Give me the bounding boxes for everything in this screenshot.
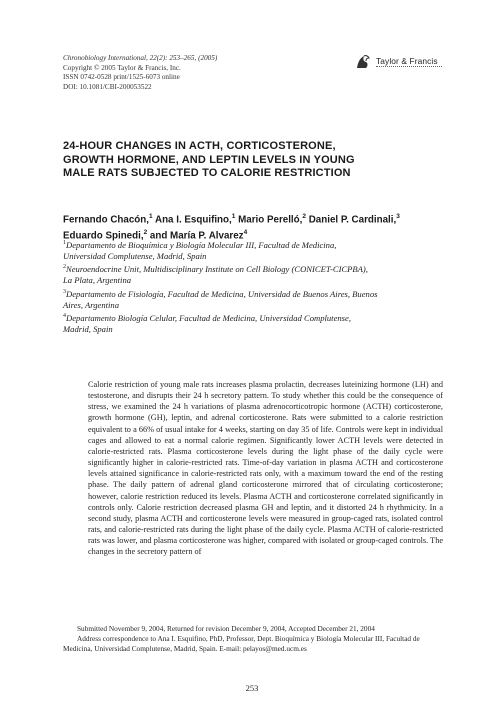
affiliation-line: La Plata, Argentina bbox=[63, 275, 132, 286]
page-number: 253 bbox=[245, 683, 259, 693]
author-name: Ana I. Esquifino, bbox=[155, 214, 232, 226]
issn-line: ISSN 0742-0528 print/1525-6073 online bbox=[63, 73, 180, 82]
affiliation-line: Universidad Complutense, Madrid, Spain bbox=[63, 251, 207, 262]
affiliation-list bbox=[63, 238, 448, 335]
author-name: Fernando Chacón, bbox=[63, 214, 150, 226]
author-affil-sup: 1 bbox=[149, 213, 153, 220]
correspondence-note: Address correspondence to Ana I. Esquifino, PhD, Professor, Dept. Bioquímica y Biología Molecular III, Facultad de Medicina, Universidad Complutense, Madrid, Spain. E-mail: pelayos@med.ucm.es bbox=[63, 633, 420, 653]
abstract-text: Calorie restriction of young male rats increases plasma prolactin, decreases luteinizing hormone (LH) and testosterone, and disrupts their 24 h secretory pattern. To study whether this could be the consequence of stress, we examined the 24 h variations of plasma adrenocorticotropic hormone (ACTH) corticosterone, growth hormone (GH), leptin, and adrenal corticosterone. Rats were submitted to a calorie restriction equivalent to a 66% of usual intake for 4 weeks, starting on day 35 of life. Controls were kept in individual cages and allowed to eat a normal calorie regimen. Significantly lower ACTH levels were detected in calorie-restricted rats. Plasma corticosterone levels during the light phase of the daily cycle were significantly higher in calorie-restricted rats. Time-of-day variation in plasma ACTH and corticosterone levels attained significance in calorie-restricted rats only, with a maximum toward the end of the resting phase. The daily pattern of adrenal gland corticosterone mirrored that of circulating corticosterone; however, calorie restriction reduced its levels. Plasma ACTH and corticosterone correlated significantly in controls only. Calorie restriction decreased plasma GH and leptin, and it distorted 24 h rhythmicity. In a second study, plasma ACTH and corticosterone levels were measured in group-caged rats, isolated control rats, and calorie-restricted rats during the light phase of the daily cycle. Plasma ACTH of calorie-restricted rats was lower, and plasma corticosterone was higher, compared with isolated or group-caged controls. The changes in the secretory pattern of bbox=[88, 380, 443, 557]
footnotes bbox=[63, 624, 448, 654]
affiliation-line: Departamento de Bioquímica y Biología Molecular III, Facultad de Medicina, bbox=[66, 239, 337, 250]
author-name: Daniel P. Cardinali, bbox=[308, 214, 397, 226]
author-affil-sup: 2 bbox=[143, 229, 148, 237]
author-name: and María P. Alvarez bbox=[149, 230, 244, 242]
affiliation-sup: 3 bbox=[63, 288, 66, 295]
affiliation-sup: 2 bbox=[63, 264, 66, 271]
affiliation-item bbox=[63, 262, 448, 286]
author-name: Mario Perelló, bbox=[238, 214, 303, 226]
doi-line: DOI: 10.1081/CBI-200053522 bbox=[63, 82, 152, 91]
affiliation-item bbox=[63, 311, 448, 335]
title-line: 24-HOUR CHANGES IN ACTH, CORTICOSTERONE, bbox=[63, 140, 336, 152]
affiliation-sup: 4 bbox=[63, 312, 66, 319]
affiliation-line: Departamento Biología Celular, Facultad de Medicina, Universidad Complutense, bbox=[66, 312, 351, 323]
article-title bbox=[63, 140, 443, 181]
author-affil-sup: 2 bbox=[302, 213, 306, 220]
publisher-logo bbox=[354, 53, 450, 75]
copyright-line: Copyright © 2005 Taylor & Francis, Inc. bbox=[63, 63, 181, 72]
author-affil-sup: 4 bbox=[243, 229, 248, 237]
affiliation-sup: 1 bbox=[63, 240, 66, 246]
publisher-emblem-icon bbox=[354, 53, 372, 71]
affiliation-line: Aires, Argentina bbox=[63, 299, 120, 310]
affiliation-line: Departamento de Fisiología, Facultad de Medicina, Universidad de Buenos Aires, Buenos bbox=[66, 288, 378, 299]
journal-citation: Chronobiology International, 22(2): 253–265, (2005) bbox=[63, 54, 218, 62]
author-affil-sup: 1 bbox=[231, 213, 236, 220]
title-line: GROWTH HORMONE, AND LEPTIN LEVELS IN YOUNG bbox=[63, 153, 355, 166]
affiliation-line: Madrid, Spain bbox=[63, 323, 113, 334]
journal-header bbox=[63, 54, 323, 92]
affiliation-item bbox=[63, 287, 448, 311]
publisher-name: Taylor & Francis bbox=[376, 56, 438, 66]
publisher-divider bbox=[376, 66, 442, 70]
submission-dates: Submitted November 9, 2004, Returned for revision December 9, 2004, Accepted December 21, 2004 bbox=[77, 624, 375, 633]
affiliation-item bbox=[63, 238, 448, 262]
affiliation-line: Neuroendocrine Unit, Multidisciplinary Institute on Cell Biology (CONICET-CICPBA), bbox=[66, 264, 368, 275]
author-name: Eduardo Spinedi, bbox=[63, 230, 144, 242]
title-line: MALE RATS SUBJECTED TO CALORIE RESTRICTION bbox=[63, 167, 351, 180]
author-affil-sup: 3 bbox=[396, 213, 400, 220]
